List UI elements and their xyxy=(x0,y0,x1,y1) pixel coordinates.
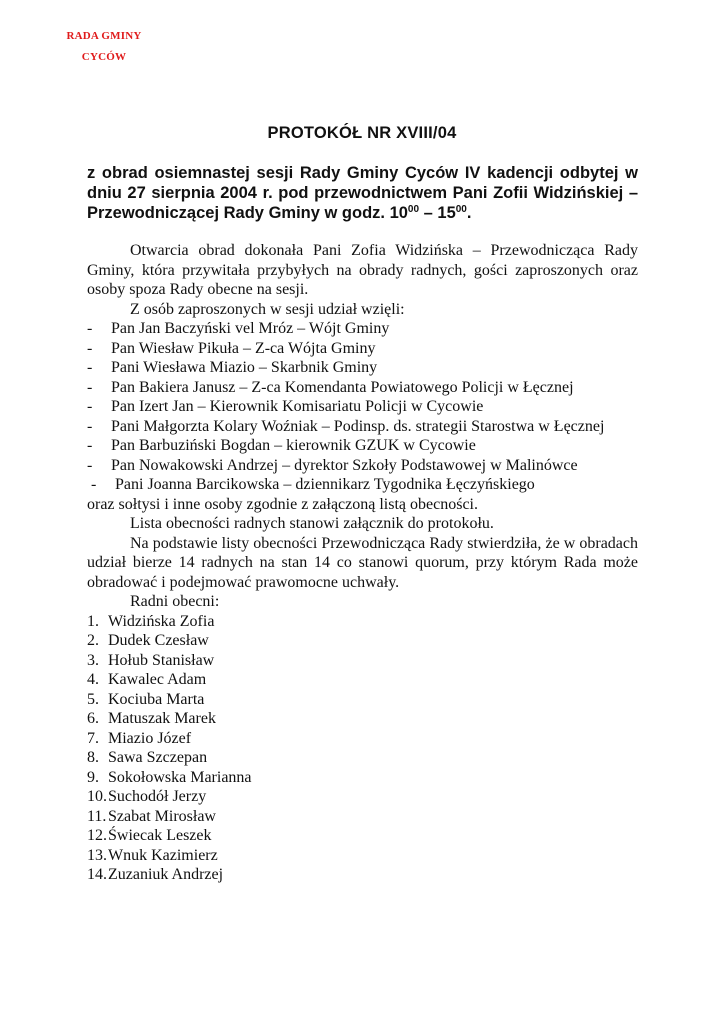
councillor-list-item xyxy=(87,807,638,827)
councillor-name: Wnuk Kazimierz xyxy=(108,846,218,864)
list-dash: - xyxy=(87,398,93,415)
list-number: 5. xyxy=(87,690,99,708)
councillor-name: Miazio Józef xyxy=(108,729,192,747)
councillor-list-item xyxy=(87,631,638,651)
councillor-list-item xyxy=(87,846,638,866)
document-title: PROTOKÓŁ NR XVIII/04 xyxy=(267,124,457,142)
councillor-list-item xyxy=(87,709,638,729)
guest-text: Pani Małgorzta Kolary Woźniak – Podinsp. ds. strategii Starostwa w Łęcznej xyxy=(111,417,605,435)
list-number: 13. xyxy=(87,846,107,864)
subtitle-dash: – 15 xyxy=(419,204,456,222)
list-number: 14. xyxy=(87,866,107,883)
guest-list-item xyxy=(87,417,638,437)
subtitle-end: . xyxy=(466,204,472,222)
guest-list-item xyxy=(87,436,638,456)
councillor-name: Zuzaniuk Andrzej xyxy=(108,866,224,883)
councillor-name: Hołub Stanisław xyxy=(108,651,215,669)
guests-intro: Z osób zaproszonych w sesji udział wzięli: xyxy=(130,300,405,318)
stamp-line-1: RADA GMINY xyxy=(66,30,142,42)
councillor-list xyxy=(87,612,638,885)
councillor-list-item xyxy=(87,865,638,885)
subtitle-text: z obrad osiemnastej sesji Rady Gminy Cyców IV kadencji odbytej w dniu 27 sierpnia 2004 r. pod przewodnictwem Pani Zofii Widzińskiej – Przewodniczącej Rady Gminy w godz. 10 xyxy=(87,164,638,222)
councillor-list-item xyxy=(87,748,638,768)
attendance-paragraph: Lista obecności radnych stanowi załącznik do protokołu. xyxy=(130,515,494,532)
guest-list-item xyxy=(87,319,638,339)
councillor-name: Suchodół Jerzy xyxy=(108,788,207,805)
list-dash: - xyxy=(87,456,93,474)
list-number: 4. xyxy=(87,671,99,688)
councillor-name: Matuszak Marek xyxy=(108,710,216,727)
councillor-name: Widzińska Zofia xyxy=(108,612,215,630)
list-number: 2. xyxy=(87,632,99,649)
councillor-list-item xyxy=(87,612,638,632)
time-start-minutes: 00 xyxy=(407,204,420,215)
councillor-list-item xyxy=(87,651,638,671)
councillor-list-item xyxy=(87,729,638,749)
guest-text: Pan Izert Jan – Kierownik Komisariatu Policji w Cycowie xyxy=(111,398,484,415)
document-subtitle xyxy=(87,163,638,223)
list-number: 11. xyxy=(87,807,107,825)
guest-list xyxy=(87,319,638,495)
guest-list-item xyxy=(87,397,638,417)
guest-text: Pan Nowakowski Andrzej – dyrektor Szkoły Podstawowej w Malinówce xyxy=(111,456,578,474)
list-number: 1. xyxy=(87,612,99,630)
time-end-minutes: 00 xyxy=(455,204,467,215)
list-dash: - xyxy=(87,359,93,376)
list-dash: - xyxy=(87,437,93,454)
list-number: 9. xyxy=(87,768,99,786)
councillor-name: Świecak Leszek xyxy=(108,827,212,844)
councillor-list-item xyxy=(87,768,638,788)
guest-text: Pani Wiesława Miazio – Skarbnik Gminy xyxy=(111,359,378,376)
document-body xyxy=(87,241,638,885)
stamp-line-2: CYCÓW xyxy=(81,51,127,63)
councillor-list-item xyxy=(87,690,638,710)
list-number: 8. xyxy=(87,749,99,766)
list-number: 7. xyxy=(87,729,99,747)
guest-text: Pani Joanna Barcikowska – dziennikarz Tygodnika Łęczyńskiego xyxy=(115,476,535,493)
councillor-list-item xyxy=(87,787,638,807)
list-dash: - xyxy=(91,476,97,493)
guest-list-item xyxy=(87,475,638,495)
after-guests-line: oraz sołtysi i inne osoby zgodnie z załączoną listą obecności. xyxy=(87,495,478,513)
councillor-name: Sawa Szczepan xyxy=(108,749,208,766)
list-dash: - xyxy=(87,320,93,337)
council-stamp xyxy=(58,26,150,68)
list-dash: - xyxy=(87,417,93,435)
guest-text: Pan Bakiera Janusz – Z-ca Komendanta Powiatowego Policji w Łęcznej xyxy=(111,378,574,396)
guest-text: Pan Wiesław Pikuła – Z-ca Wójta Gminy xyxy=(111,339,376,357)
quorum-paragraph: Na podstawie listy obecności Przewodnicząca Rady stwierdziła, że w obradach udział bierze 14 radnych na stan 14 co stanowi quorum, przy którym Rada może obradować i podejmować prawomocne uchwały. xyxy=(87,534,638,591)
councillor-name: Dudek Czesław xyxy=(108,632,209,649)
list-number: 10. xyxy=(87,788,107,805)
guest-list-item xyxy=(87,378,638,398)
list-number: 6. xyxy=(87,710,99,727)
guest-text: Pan Jan Baczyński vel Mróz – Wójt Gminy xyxy=(111,320,390,337)
guest-text: Pan Barbuziński Bogdan – kierownik GZUK w Cycowie xyxy=(111,437,476,454)
councillor-name: Szabat Mirosław xyxy=(108,807,216,825)
list-dash: - xyxy=(87,339,93,357)
list-number: 3. xyxy=(87,651,99,669)
councillor-list-item xyxy=(87,826,638,846)
list-number: 12. xyxy=(87,827,107,844)
guest-list-item xyxy=(87,339,638,359)
guest-list-item xyxy=(87,456,638,476)
councillor-name: Kawalec Adam xyxy=(108,671,207,688)
opening-paragraph: Otwarcia obrad dokonała Pani Zofia Widzińska – Przewodnicząca Rady Gminy, która przywitała przybyłych na obrady radnych, gości zaproszonych oraz osoby spoza Rady obecne na sesji. xyxy=(87,242,638,298)
present-intro: Radni obecni: xyxy=(130,593,220,610)
list-dash: - xyxy=(87,378,93,396)
councillor-name: Kociuba Marta xyxy=(108,690,205,708)
councillor-name: Sokołowska Marianna xyxy=(108,768,252,786)
guest-list-item xyxy=(87,358,638,378)
councillor-list-item xyxy=(87,670,638,690)
